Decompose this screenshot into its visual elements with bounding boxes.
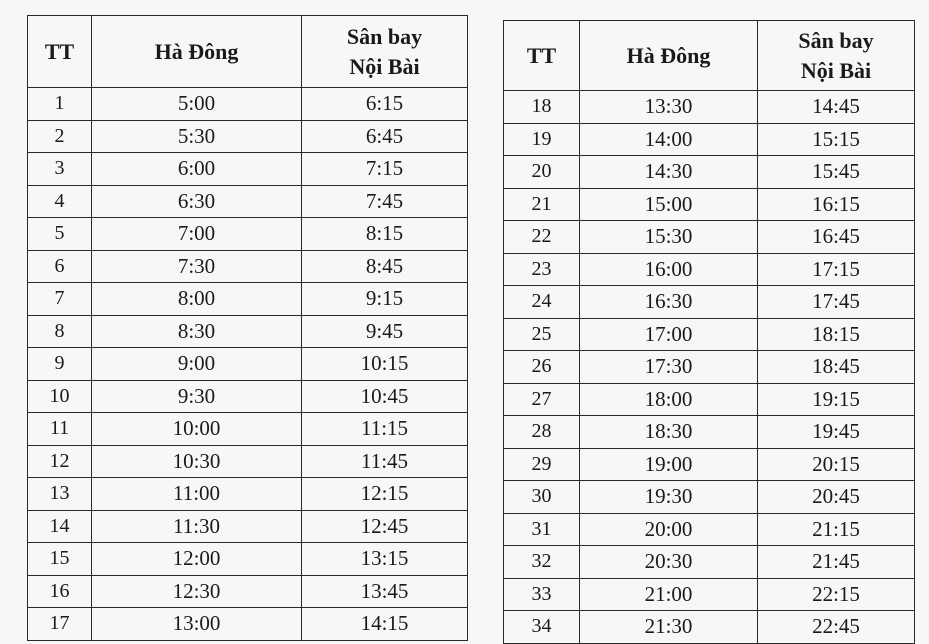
table-row — [28, 315, 468, 348]
header-destination-line2: Nội Bài — [800, 57, 872, 83]
header-tt: TT — [28, 16, 92, 88]
cell-noi-bai-time: 6:45 — [302, 120, 468, 153]
table-row — [504, 546, 915, 579]
table-row — [28, 153, 468, 186]
table-row — [28, 348, 468, 381]
table-row — [504, 91, 915, 124]
cell-ha-dong-time: 13:30 — [580, 91, 758, 124]
header-tt: TT — [504, 21, 580, 91]
cell-noi-bai-time: 19:45 — [758, 416, 915, 449]
table-row — [504, 416, 915, 449]
cell-ha-dong-time: 18:00 — [580, 383, 758, 416]
cell-ha-dong-time: 6:00 — [92, 153, 302, 186]
cell-ha-dong-time: 9:00 — [92, 348, 302, 381]
cell-tt: 8 — [28, 315, 92, 348]
cell-noi-bai-time: 20:15 — [758, 448, 915, 481]
table-row — [28, 88, 468, 121]
cell-tt: 4 — [28, 185, 92, 218]
table-row — [28, 608, 468, 641]
cell-noi-bai-time: 16:15 — [758, 188, 915, 221]
cell-tt: 27 — [504, 383, 580, 416]
table-row — [504, 253, 915, 286]
cell-noi-bai-time: 14:45 — [758, 91, 915, 124]
cell-ha-dong-time: 16:00 — [580, 253, 758, 286]
cell-ha-dong-time: 19:30 — [580, 481, 758, 514]
cell-tt: 28 — [504, 416, 580, 449]
cell-ha-dong-time: 7:00 — [92, 218, 302, 251]
table-row — [504, 318, 915, 351]
table-row — [28, 250, 468, 283]
cell-tt: 25 — [504, 318, 580, 351]
cell-tt: 22 — [504, 221, 580, 254]
table-row — [504, 123, 915, 156]
cell-tt: 3 — [28, 153, 92, 186]
cell-tt: 29 — [504, 448, 580, 481]
cell-noi-bai-time: 18:45 — [758, 351, 915, 384]
cell-ha-dong-time: 14:30 — [580, 156, 758, 189]
table-row — [504, 351, 915, 384]
cell-noi-bai-time: 21:45 — [758, 546, 915, 579]
table-row — [28, 575, 468, 608]
cell-tt: 14 — [28, 510, 92, 543]
cell-tt: 32 — [504, 546, 580, 579]
cell-tt: 21 — [504, 188, 580, 221]
cell-tt: 31 — [504, 513, 580, 546]
cell-tt: 2 — [28, 120, 92, 153]
cell-tt: 33 — [504, 578, 580, 611]
cell-tt: 15 — [28, 543, 92, 576]
table-row — [504, 156, 915, 189]
cell-noi-bai-time: 13:45 — [302, 575, 468, 608]
table-row — [504, 578, 915, 611]
cell-ha-dong-time: 17:00 — [580, 318, 758, 351]
cell-tt: 10 — [28, 380, 92, 413]
cell-tt: 9 — [28, 348, 92, 381]
table-header-row — [28, 16, 468, 88]
header-destination-line2: Nội Bài — [349, 53, 420, 79]
cell-ha-dong-time: 20:00 — [580, 513, 758, 546]
cell-tt: 19 — [504, 123, 580, 156]
cell-noi-bai-time: 22:45 — [758, 611, 915, 644]
cell-noi-bai-time: 11:45 — [302, 445, 468, 478]
cell-ha-dong-time: 11:30 — [92, 510, 302, 543]
cell-tt: 16 — [28, 575, 92, 608]
cell-ha-dong-time: 5:00 — [92, 88, 302, 121]
cell-ha-dong-time: 9:30 — [92, 380, 302, 413]
header-destination-line1: Sân bay — [346, 23, 423, 49]
cell-noi-bai-time: 15:45 — [758, 156, 915, 189]
cell-noi-bai-time: 17:15 — [758, 253, 915, 286]
cell-noi-bai-time: 6:15 — [302, 88, 468, 121]
cell-noi-bai-time: 17:45 — [758, 286, 915, 319]
cell-tt: 24 — [504, 286, 580, 319]
cell-ha-dong-time: 15:30 — [580, 221, 758, 254]
cell-noi-bai-time: 14:15 — [302, 608, 468, 641]
cell-tt: 18 — [504, 91, 580, 124]
cell-ha-dong-time: 12:30 — [92, 575, 302, 608]
cell-ha-dong-time: 20:30 — [580, 546, 758, 579]
cell-tt: 5 — [28, 218, 92, 251]
cell-noi-bai-time: 10:45 — [302, 380, 468, 413]
cell-noi-bai-time: 12:45 — [302, 510, 468, 543]
cell-ha-dong-time: 19:00 — [580, 448, 758, 481]
table-row — [504, 481, 915, 514]
table-row — [28, 283, 468, 316]
table-row — [504, 513, 915, 546]
cell-noi-bai-time: 18:15 — [758, 318, 915, 351]
table-row — [28, 120, 468, 153]
cell-ha-dong-time: 21:00 — [580, 578, 758, 611]
cell-ha-dong-time: 8:30 — [92, 315, 302, 348]
cell-noi-bai-time: 7:45 — [302, 185, 468, 218]
cell-ha-dong-time: 17:30 — [580, 351, 758, 384]
table-row — [28, 510, 468, 543]
cell-noi-bai-time: 16:45 — [758, 221, 915, 254]
cell-ha-dong-time: 16:30 — [580, 286, 758, 319]
cell-noi-bai-time: 20:45 — [758, 481, 915, 514]
cell-tt: 26 — [504, 351, 580, 384]
cell-tt: 6 — [28, 250, 92, 283]
table-row — [504, 383, 915, 416]
cell-ha-dong-time: 21:30 — [580, 611, 758, 644]
cell-noi-bai-time: 9:15 — [302, 283, 468, 316]
cell-noi-bai-time: 8:15 — [302, 218, 468, 251]
table-row — [28, 413, 468, 446]
cell-noi-bai-time: 12:15 — [302, 478, 468, 511]
cell-noi-bai-time: 10:15 — [302, 348, 468, 381]
header-destination — [302, 16, 468, 88]
table-row — [504, 611, 915, 644]
header-destination — [758, 21, 915, 91]
cell-tt: 7 — [28, 283, 92, 316]
table-row — [504, 286, 915, 319]
cell-tt: 13 — [28, 478, 92, 511]
cell-noi-bai-time: 9:45 — [302, 315, 468, 348]
table-row — [504, 221, 915, 254]
schedule-table-right — [503, 20, 915, 644]
schedule-table-left — [27, 15, 468, 641]
header-origin: Hà Đông — [92, 16, 302, 88]
cell-noi-bai-time: 11:15 — [302, 413, 468, 446]
table-row — [28, 445, 468, 478]
cell-ha-dong-time: 18:30 — [580, 416, 758, 449]
cell-tt: 30 — [504, 481, 580, 514]
cell-noi-bai-time: 8:45 — [302, 250, 468, 283]
cell-ha-dong-time: 10:00 — [92, 413, 302, 446]
cell-ha-dong-time: 11:00 — [92, 478, 302, 511]
cell-ha-dong-time: 6:30 — [92, 185, 302, 218]
cell-ha-dong-time: 12:00 — [92, 543, 302, 576]
table-row — [504, 448, 915, 481]
cell-tt: 20 — [504, 156, 580, 189]
table-row — [28, 543, 468, 576]
cell-ha-dong-time: 14:00 — [580, 123, 758, 156]
cell-noi-bai-time: 15:15 — [758, 123, 915, 156]
cell-tt: 23 — [504, 253, 580, 286]
cell-noi-bai-time: 19:15 — [758, 383, 915, 416]
cell-ha-dong-time: 13:00 — [92, 608, 302, 641]
cell-tt: 12 — [28, 445, 92, 478]
header-destination-line1: Sân bay — [798, 27, 874, 53]
cell-ha-dong-time: 5:30 — [92, 120, 302, 153]
cropped-header-text — [0, 0, 929, 16]
cell-tt: 1 — [28, 88, 92, 121]
table-row — [28, 478, 468, 511]
cell-noi-bai-time: 7:15 — [302, 153, 468, 186]
cell-tt: 11 — [28, 413, 92, 446]
table-row — [28, 380, 468, 413]
header-origin: Hà Đông — [580, 21, 758, 91]
cell-noi-bai-time: 21:15 — [758, 513, 915, 546]
cell-ha-dong-time: 8:00 — [92, 283, 302, 316]
table-header-row — [504, 21, 915, 91]
table-row — [504, 188, 915, 221]
cell-ha-dong-time: 10:30 — [92, 445, 302, 478]
cell-tt: 34 — [504, 611, 580, 644]
table-row — [28, 218, 468, 251]
cell-ha-dong-time: 7:30 — [92, 250, 302, 283]
table-row — [28, 185, 468, 218]
cell-noi-bai-time: 13:15 — [302, 543, 468, 576]
cell-noi-bai-time: 22:15 — [758, 578, 915, 611]
cell-tt: 17 — [28, 608, 92, 641]
cell-ha-dong-time: 15:00 — [580, 188, 758, 221]
